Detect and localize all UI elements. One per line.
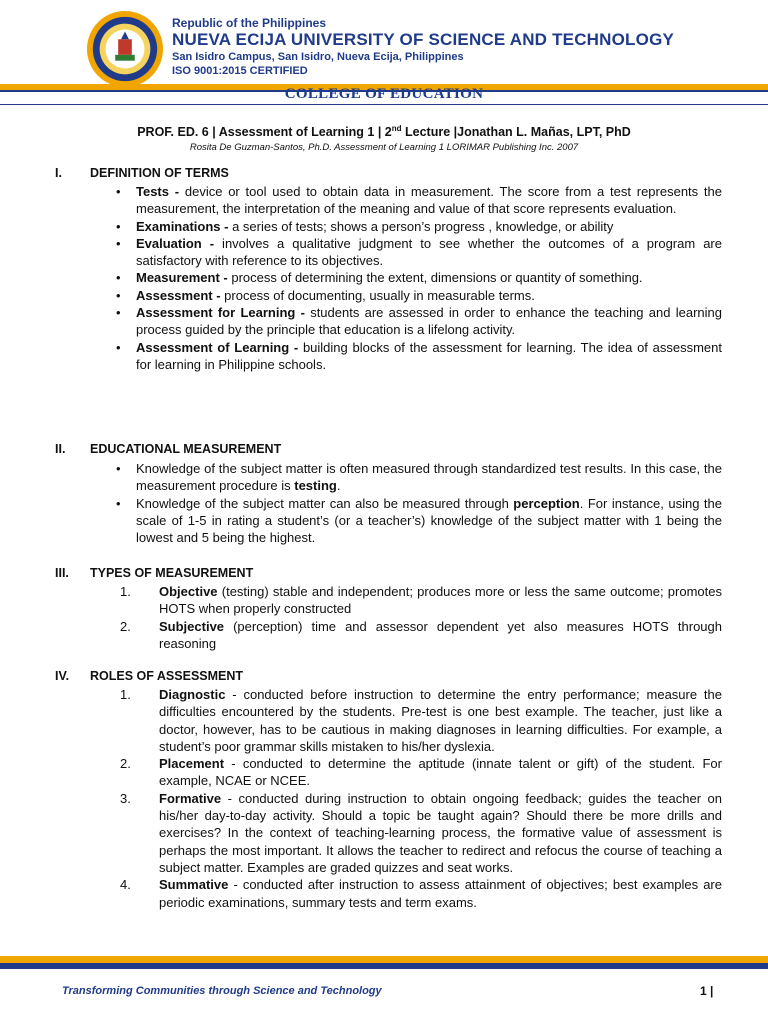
definition: a series of tests; shows a person’s progress , knowledge, or ability xyxy=(228,218,614,234)
list-item xyxy=(116,269,722,286)
reference-citation: Rosita De Guzman-Santos, Ph.D. Assessment of Learning 1 LORIMAR Publishing Inc. 2007 xyxy=(189,142,579,153)
college-title: COLLEGE OF EDUCATION xyxy=(284,86,484,102)
term: Assessment - xyxy=(136,287,221,303)
definition: students are assessed in order to enhance the teaching and learning process guided by the principle that education is a lifelong activity. xyxy=(136,305,722,338)
list-item xyxy=(116,686,722,755)
term: Subjective xyxy=(159,618,225,634)
term: Assessment for Learning - xyxy=(136,305,305,321)
definition: device or tool used to obtain data in measurement. The score from a test represents the measurement, the interpretation of the meaning and value of that score represents evaluation. xyxy=(136,184,722,217)
footer-tagline: Transforming Communities through Science and Technology xyxy=(62,985,382,997)
definition: process of documenting, usually in measurable terms. xyxy=(220,287,535,303)
list-item xyxy=(116,235,722,270)
university-seal-logo xyxy=(86,10,164,88)
list-item xyxy=(116,583,722,618)
ordinal-suffix: nd xyxy=(391,124,402,133)
course-line-text: PROF. ED. 6 | Assessment of Learning 1 | 2 xyxy=(137,125,392,140)
footer-gold-band xyxy=(0,956,768,963)
section-title: ROLES OF ASSESSMENT xyxy=(90,669,244,683)
term: Formative xyxy=(159,790,222,806)
definition: building blocks of the assessment for learning. The idea of assessment for learning in Philippine schools. xyxy=(136,339,722,372)
description: - conducted during instruction to obtain ongoing feedback; guides the teacher on his/her day-to-day activity. Should a topic be taught again? Should there be more drills and exercises? In the context of teaching-learning process, the formative value of assessment is perhaps the most important. It allows the teacher to redirect and refocus the course of teaching a subject matter. Examples are graded quizzes and seat works. xyxy=(159,790,722,875)
item-text: Knowledge of the subject matter is often measured through standardized test results. In this case, the measurement procedure is xyxy=(136,461,722,494)
section-number: IV. xyxy=(55,669,70,683)
roles-list xyxy=(116,686,722,911)
list-item xyxy=(116,183,722,218)
section-number: II. xyxy=(55,442,66,456)
page-number: 1 | xyxy=(700,984,714,998)
list-item xyxy=(116,460,722,495)
description: (testing) stable and independent; produces more or less the same outcome; promotes HOTS when properly constructed xyxy=(159,584,722,617)
item-number: 1. xyxy=(120,687,131,702)
course-line-lecturer: Lecture |Jonathan L. Mañas, LPT, PhD xyxy=(401,125,631,140)
description: - conducted to determine the aptitude (innate talent or gift) of the student. For example, NCAE or NCEE. xyxy=(159,756,722,789)
description: (perception) time and assessor dependent yet also measures HOTS through reasoning xyxy=(159,618,722,651)
item-text: Knowledge of the subject matter can also be measured through xyxy=(136,495,514,511)
definition: process of determining the extent, dimensions or quantity of something. xyxy=(227,270,643,286)
list-item xyxy=(116,876,722,911)
section-title: DEFINITION OF TERMS xyxy=(90,166,229,180)
item-number: 4. xyxy=(120,877,131,893)
item-text-end: . For instance, using the scale of 1-5 in rating a student’s (or a teacher’s) knowledge of the subject matter with 1 being the lowest and 5 being the highest. xyxy=(136,495,722,546)
section-number: III. xyxy=(55,566,69,580)
footer-navy-band xyxy=(0,963,768,969)
campus-address: San Isidro Campus, San Isidro, Nueva Ecija, Philippines xyxy=(172,51,464,63)
term: Objective xyxy=(159,584,218,599)
republic-label: Republic of the Philippines xyxy=(172,16,327,30)
university-name: NUEVA ECIJA UNIVERSITY OF SCIENCE AND TECHNOLOGY xyxy=(172,30,675,49)
list-item xyxy=(116,495,722,547)
item-emphasis: testing xyxy=(294,478,337,494)
definition-list xyxy=(116,183,722,373)
term: Examinations - xyxy=(136,218,229,234)
list-item xyxy=(116,790,722,876)
list-item xyxy=(116,755,722,790)
course-line xyxy=(0,124,768,139)
iso-certification: ISO 9001:2015 CERTIFIED xyxy=(172,65,308,77)
term: Summative xyxy=(159,877,229,893)
description: - conducted before instruction to determine the entry performance; measure the difficulties encountered by the students. Pre-test is one best example. The teacher, just like a doctor, however, has to be cautious in making diagnoses in learning difficulties. For example, a student’s poor grammar skills mistaken to his/her dyslexia. xyxy=(159,687,722,754)
item-text-end: . xyxy=(336,478,341,494)
document-header xyxy=(0,0,768,110)
item-number: 3. xyxy=(120,790,131,806)
section-title: TYPES OF MEASUREMENT xyxy=(90,566,254,580)
item-number: 2. xyxy=(120,756,131,772)
definition: involves a qualitative judgment to see whether the outcomes of a program are satisfactory with reference to its objectives. xyxy=(136,235,722,269)
description: - conducted after instruction to assess attainment of objectives; best examples are periodic examinations, summary tests and term exams. xyxy=(159,877,722,910)
section-title: EDUCATIONAL MEASUREMENT xyxy=(90,442,282,456)
college-underline xyxy=(0,104,768,105)
item-emphasis: perception xyxy=(513,495,580,511)
list-item xyxy=(116,304,722,339)
term: Diagnostic xyxy=(159,687,226,702)
list-item xyxy=(116,218,722,235)
section-number: I. xyxy=(55,166,62,180)
item-number: 2. xyxy=(120,618,131,634)
types-list xyxy=(116,583,722,652)
term: Tests - xyxy=(136,184,180,199)
list-item xyxy=(116,287,722,304)
list-item xyxy=(116,339,722,374)
measurement-list xyxy=(116,460,722,546)
list-item xyxy=(116,618,722,653)
term: Placement xyxy=(159,756,225,772)
term: Evaluation - xyxy=(136,235,215,251)
term: Assessment of Learning - xyxy=(136,339,299,355)
term: Measurement - xyxy=(136,270,228,286)
item-number: 1. xyxy=(120,584,131,599)
